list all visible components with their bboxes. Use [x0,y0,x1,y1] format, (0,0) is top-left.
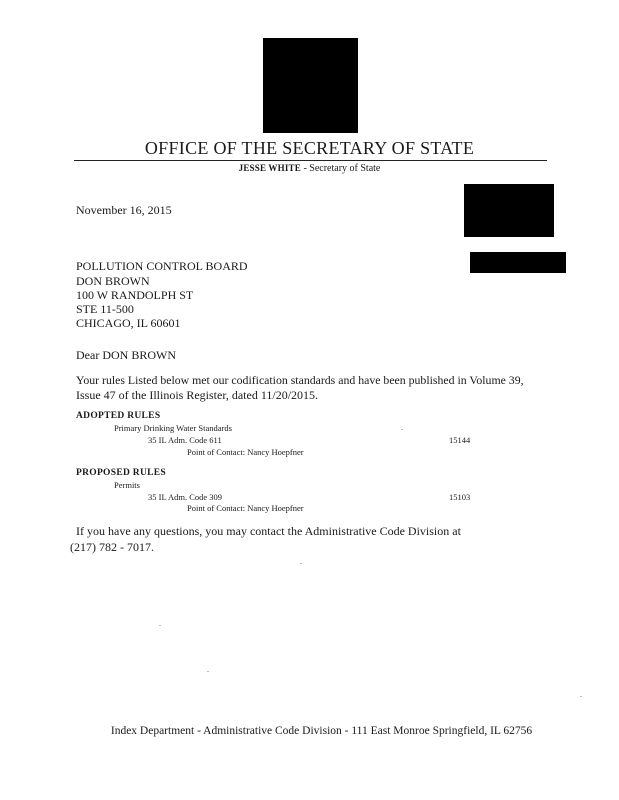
letter-date: November 16, 2015 [76,203,172,217]
closing-line-2: (217) 782 - 7017. [70,540,154,554]
address-line: POLLUTION CONTROL BOARD [76,259,248,273]
redacted-seal [263,38,358,133]
adopted-part-name: Primary Drinking Water Standards [114,423,232,433]
office-title: OFFICE OF THE SECRETARY OF STATE [144,138,475,158]
adopted-heading: ADOPTED RULES [76,411,161,421]
address-line: DON BROWN [76,274,150,288]
intro-line-2: Issue 47 of the Illinois Register, dated 11/20/2015. [76,388,319,402]
intro-line-1: Your rules Listed below met our codification standards and have been published in Volume 39, [76,373,524,387]
adopted-contact: Point of Contact: Nancy Hoepfner [187,447,304,457]
scan-speck [300,563,302,564]
redacted-stamp [464,184,554,237]
salutation: Dear DON BROWN [76,348,176,362]
proposed-page: 15103 [449,492,471,502]
address-line: STE 11-500 [76,302,134,316]
scan-speck [401,429,403,430]
letterhead-rule [74,160,547,161]
address-line: CHICAGO, IL 60601 [76,316,181,330]
scan-speck [207,671,209,672]
adopted-code: 35 IL Adm. Code 611 [148,435,222,445]
secretary-title: - Secretary of State [300,163,381,174]
secretary-line [0,163,619,174]
secretary-name: JESSE WHITE [238,163,301,173]
adopted-page: 15144 [449,435,471,445]
closing-line-1: If you have any questions, you may contact the Administrative Code Division at [76,524,461,538]
scan-speck [580,696,582,697]
proposed-code: 35 IL Adm. Code 309 [148,492,223,502]
scan-speck [159,625,161,626]
proposed-part-name: Permits [114,480,140,490]
address-line: 100 W RANDOLPH ST [76,288,194,302]
redacted-reference [470,252,566,273]
footer-address: Index Department - Administrative Code Division - 111 East Monroe Springfield, IL 62756 [110,725,533,737]
proposed-heading: PROPOSED RULES [76,468,166,478]
proposed-contact: Point of Contact: Nancy Hoepfner [187,503,304,513]
